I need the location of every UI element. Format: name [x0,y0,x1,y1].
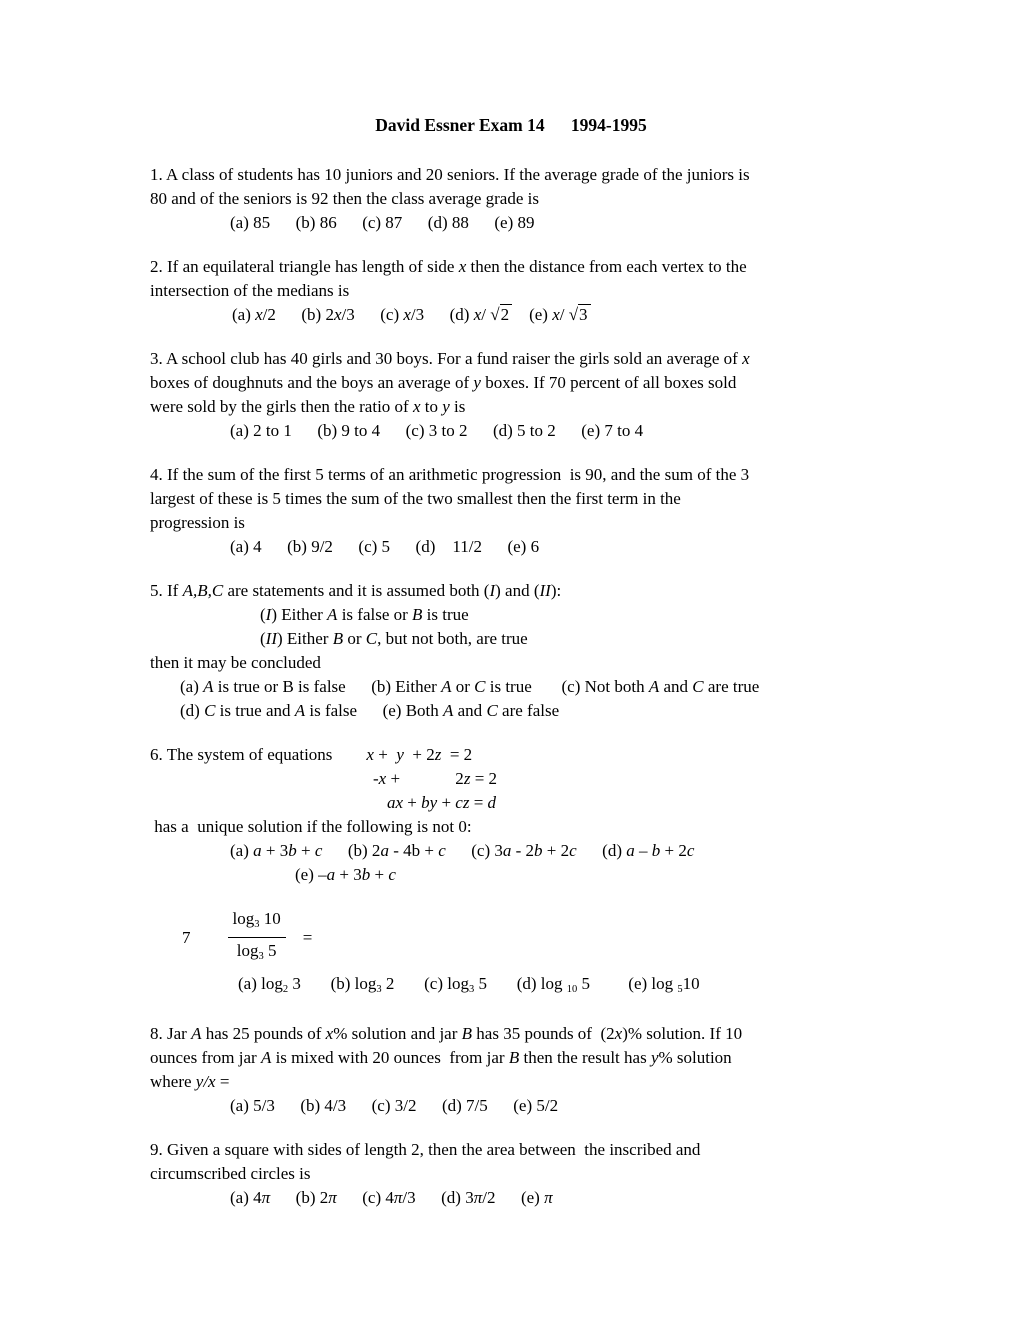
text-run: a [326,865,336,884]
text-run: π [393,1188,403,1207]
text-run: /2 (e) [482,1188,545,1207]
text-run: B [332,629,344,648]
text-run: + [373,745,397,764]
text-run: – [634,841,652,860]
text-run: log [232,909,255,928]
text-run: A,B,C [182,581,224,600]
text-run: x [742,349,750,368]
text-run: ) Either [271,605,328,624]
text-run: x [325,1024,334,1043]
subscript-text: 10 [566,984,578,995]
text-run: / √ [481,305,500,324]
text-run: are statements and it is assumed both ( [223,581,490,600]
answer-options-line [150,535,872,559]
text-run: is true or B is false (b) Either [213,677,442,696]
text-run: B [412,605,423,624]
question-1 [150,163,872,235]
text-run: + 3 [261,841,289,860]
answer-options-line [150,419,872,443]
text-run: + 3 [335,865,362,884]
text-run: c [388,865,396,884]
text-run: x [333,305,342,324]
text-run: II [539,581,551,600]
text-run: x [412,397,421,416]
text-run: 3. A school club has 40 girls and 30 boys. For a fund raiser the girls sold an average of [150,349,743,368]
text-run: - [373,769,379,788]
text-run: 5 (d) log [474,974,567,993]
text-run: π [473,1188,483,1207]
text-run: has 35 pounds of (2 [472,1024,615,1043]
text-run: /3 (d) 3 [402,1188,474,1207]
question-text-line [150,579,872,603]
text-run: 2. If an equilateral triangle has length of side [150,257,459,276]
text-run: c [686,841,695,860]
text-run: (b) 2 [322,841,381,860]
text-run: or [343,629,366,648]
text-run: c [314,841,323,860]
text-run: - 4b + [388,841,439,860]
subscript-text: 3 [468,984,475,995]
text-run: C [365,629,378,648]
text-run: A [191,1024,202,1043]
text-run: (e) [512,305,553,324]
text-run: π [544,1188,553,1207]
fraction-denominator [228,937,286,968]
question-text-line [150,815,872,839]
text-run: then the result has [519,1048,651,1067]
subscript-text: 3 [258,951,264,962]
text-run: are true [703,677,760,696]
text-run: 6. The system of equations [150,745,367,764]
equals-sign: = [302,927,313,947]
text-run: 9. Given a square with sides of length 2, then the area between the inscribed and [150,1140,701,1159]
text-run: A [294,701,306,720]
text-run: circumscribed circles is [150,1164,311,1183]
text-run: is true [422,605,469,624]
text-run: B [508,1048,520,1067]
text-run: largest of these is 5 times the sum of the two smallest then the first term in the [150,489,681,508]
question-text-line [150,1070,872,1094]
text-run: B [461,1024,473,1043]
radicand-text: 2 [500,304,513,324]
text-run: / √ [559,305,579,324]
text-run: y [442,397,450,416]
text-run: x [458,257,467,276]
text-run: π [261,1188,271,1207]
question-text-line [150,1162,872,1186]
text-run: a [253,841,262,860]
text-run: a [502,841,512,860]
text-run: y [396,745,404,764]
text-run: - 2 [511,841,535,860]
text-run: then it may be concluded [150,653,321,672]
subscript-text: 3 [376,984,382,995]
text-run: ) Either [277,629,333,648]
question-3 [150,347,872,443]
text-run: a [380,841,389,860]
text-run: and [659,677,693,696]
text-run: (c) 3 [445,841,503,860]
text-run: A [443,701,454,720]
text-run: b [534,841,543,860]
question-7 [150,907,872,1002]
text-run: by [421,793,438,812]
text-run: x [366,745,374,764]
questions-container [150,163,872,1210]
text-run: b [651,841,661,860]
text-run: + [296,841,315,860]
text-run: + [403,793,422,812]
text-run: x [403,305,411,324]
question-text-line [150,1046,872,1070]
question-text-line [150,791,872,815]
text-run: )% solution. If 10 [622,1024,743,1043]
text-run: (e) – [295,865,327,884]
text-run: 80 and of the seniors is 92 then the class average grade is [150,189,539,208]
text-run: (a) [180,677,204,696]
text-run: or [451,677,475,696]
text-run: x [473,305,482,324]
answer-options-line [150,699,872,723]
answer-options-line [150,303,872,327]
question-text-line [150,487,872,511]
text-run: + 2 [403,745,435,764]
question-2 [150,255,872,327]
text-run: 10 [259,909,281,928]
text-run: (a) 4 [230,1188,262,1207]
text-run: /3 (c) [341,305,404,324]
answer-options-line [150,1186,872,1210]
text-run: + 2 [542,841,570,860]
text-run: 3 (b) log [288,974,377,993]
text-run: (a) [232,305,256,324]
question-text-line [150,255,872,279]
text-run: b [288,841,297,860]
text-run: 5 (e) log [577,974,678,993]
text-run: 8. Jar [150,1024,192,1043]
text-run: A [327,605,338,624]
document-title: David Essner Exam 14 1994-1995 [375,115,647,135]
question-text-line [150,511,872,535]
question-number: 7 [182,927,191,947]
text-run: 4. If the sum of the first 5 terms of an arithmetic progression is 90, and the sum of the 3 [150,465,750,484]
text-run: C [692,677,704,696]
text-run: is true and [215,701,295,720]
answer-options-line [150,972,872,1002]
text-run: x [255,305,263,324]
text-run: 2 (c) log [381,974,469,993]
question-text-line [150,603,872,627]
text-run: ( [260,629,266,648]
answer-options-line [150,211,872,235]
question-text-line [150,651,872,675]
text-run: (a) [230,841,254,860]
text-run: + [437,793,456,812]
radicand-text: 3 [578,304,591,324]
text-run: (d) [576,841,627,860]
text-run: I [265,605,272,624]
text-run: C [204,701,216,720]
text-run: boxes of doughnuts and the boys an average of [150,373,474,392]
text-run: x [614,1024,623,1043]
text-run: and [453,701,487,720]
text-run: 1. A class of students has 10 juniors and 20 seniors. If the average grade of the juniors is [150,165,750,184]
question-text-line [150,347,872,371]
question-text-line [150,187,872,211]
text-run: % solution and jar [333,1024,462,1043]
question-text-line [150,163,872,187]
text-run: boxes. If 70 percent of all boxes sold [480,373,737,392]
text-run: has 25 pounds of [201,1024,326,1043]
question-text-line [150,1138,872,1162]
text-run: cz [455,793,470,812]
question-text-line [150,627,872,651]
text-run: to [420,397,443,416]
text-run: ( [260,605,266,624]
text-run: is false (e) Both [305,701,443,720]
text-run: c [438,841,446,860]
text-run: log [236,941,259,960]
text-run: A [441,677,452,696]
text-run: is false or [337,605,413,624]
subscript-text: 5 [677,984,683,995]
text-run: ) and ( [495,581,540,600]
question-4 [150,463,872,559]
text-run: c [569,841,577,860]
question-7-equation-row [182,907,872,968]
text-run: x [552,305,560,324]
text-run: b [361,865,371,884]
question-5 [150,579,872,723]
text-run: ): [550,581,562,600]
fraction-numerator [228,907,286,937]
subscript-text: 3 [254,919,260,930]
text-run: (a) 5/3 (b) 4/3 (c) 3/2 (d) 7/5 (e) 5/2 [230,1096,559,1115]
text-run: /3 (d) [410,305,474,324]
text-run: d [487,793,497,812]
text-run: π [328,1188,337,1207]
text-run: II [265,629,277,648]
text-run: % solution [658,1048,732,1067]
text-run: C [474,677,486,696]
text-run: 5 [263,941,277,960]
text-run: were sold by the girls then the ratio of [150,397,413,416]
text-run: (b) 2 [270,1188,329,1207]
text-run: progression is [150,513,245,532]
text-run: y [650,1048,659,1067]
text-run: A [260,1048,272,1067]
text-run: is [449,397,466,416]
text-run: /2 (b) 2 [262,305,334,324]
text-run: A [648,677,660,696]
question-9 [150,1138,872,1210]
text-run: then the distance from each vertex to the [466,257,747,276]
text-run: is mixed with 20 ounces from jar [271,1048,509,1067]
answer-options-line [150,863,872,887]
text-run: = 2 [470,769,498,788]
text-run: (a) 2 to 1 (b) 9 to 4 (c) 3 to 2 (d) 5 to 2 (e) 7 to 4 [230,421,644,440]
text-run: is true (c) Not both [485,677,649,696]
text-run: I [489,581,496,600]
text-run: C [486,701,498,720]
question-text-line [150,1022,872,1046]
text-run: + [370,865,389,884]
text-run: 5. If [150,581,183,600]
text-run: where [150,1072,196,1091]
text-run: 10 [682,974,700,993]
text-run: ounces from jar [150,1048,261,1067]
answer-options-line [150,839,872,863]
text-run: has a unique solution if the following is not 0: [150,817,472,836]
text-run: ax [387,793,404,812]
text-run: y [473,373,481,392]
text-run: A [203,677,214,696]
text-run: = [215,1072,230,1091]
text-run: (a) 85 (b) 86 (c) 87 (d) 88 (e) 89 [230,213,535,232]
answer-options-line [150,1094,872,1118]
question-text-line [150,371,872,395]
text-run: are false [497,701,560,720]
subscript-text: 2 [282,984,289,995]
text-run: intersection of the medians is [150,281,350,300]
question-text-line [150,279,872,303]
question-text-line [150,395,872,419]
text-run: (c) 4 [336,1188,394,1207]
question-6 [150,743,872,887]
text-run: (d) [180,701,205,720]
answer-options-line [150,675,872,699]
question-text-line [150,767,872,791]
text-run: = 2 [441,745,473,764]
text-run: y/x [195,1072,216,1091]
text-run: x [378,769,387,788]
text-run: (a) log [238,974,283,993]
fraction [228,907,286,968]
text-run: (a) 4 (b) 9/2 (c) 5 (d) 11/2 (e) 6 [230,537,540,556]
question-text-line [150,743,872,767]
text-run: + 2 [386,769,464,788]
text-run: + 2 [660,841,687,860]
text-run: a [626,841,635,860]
text-run: z [463,769,471,788]
question-text-line [150,463,872,487]
text-run: = [469,793,488,812]
text-run: , but not both, are true [377,629,528,648]
question-8 [150,1022,872,1118]
text-run: z [434,745,442,764]
